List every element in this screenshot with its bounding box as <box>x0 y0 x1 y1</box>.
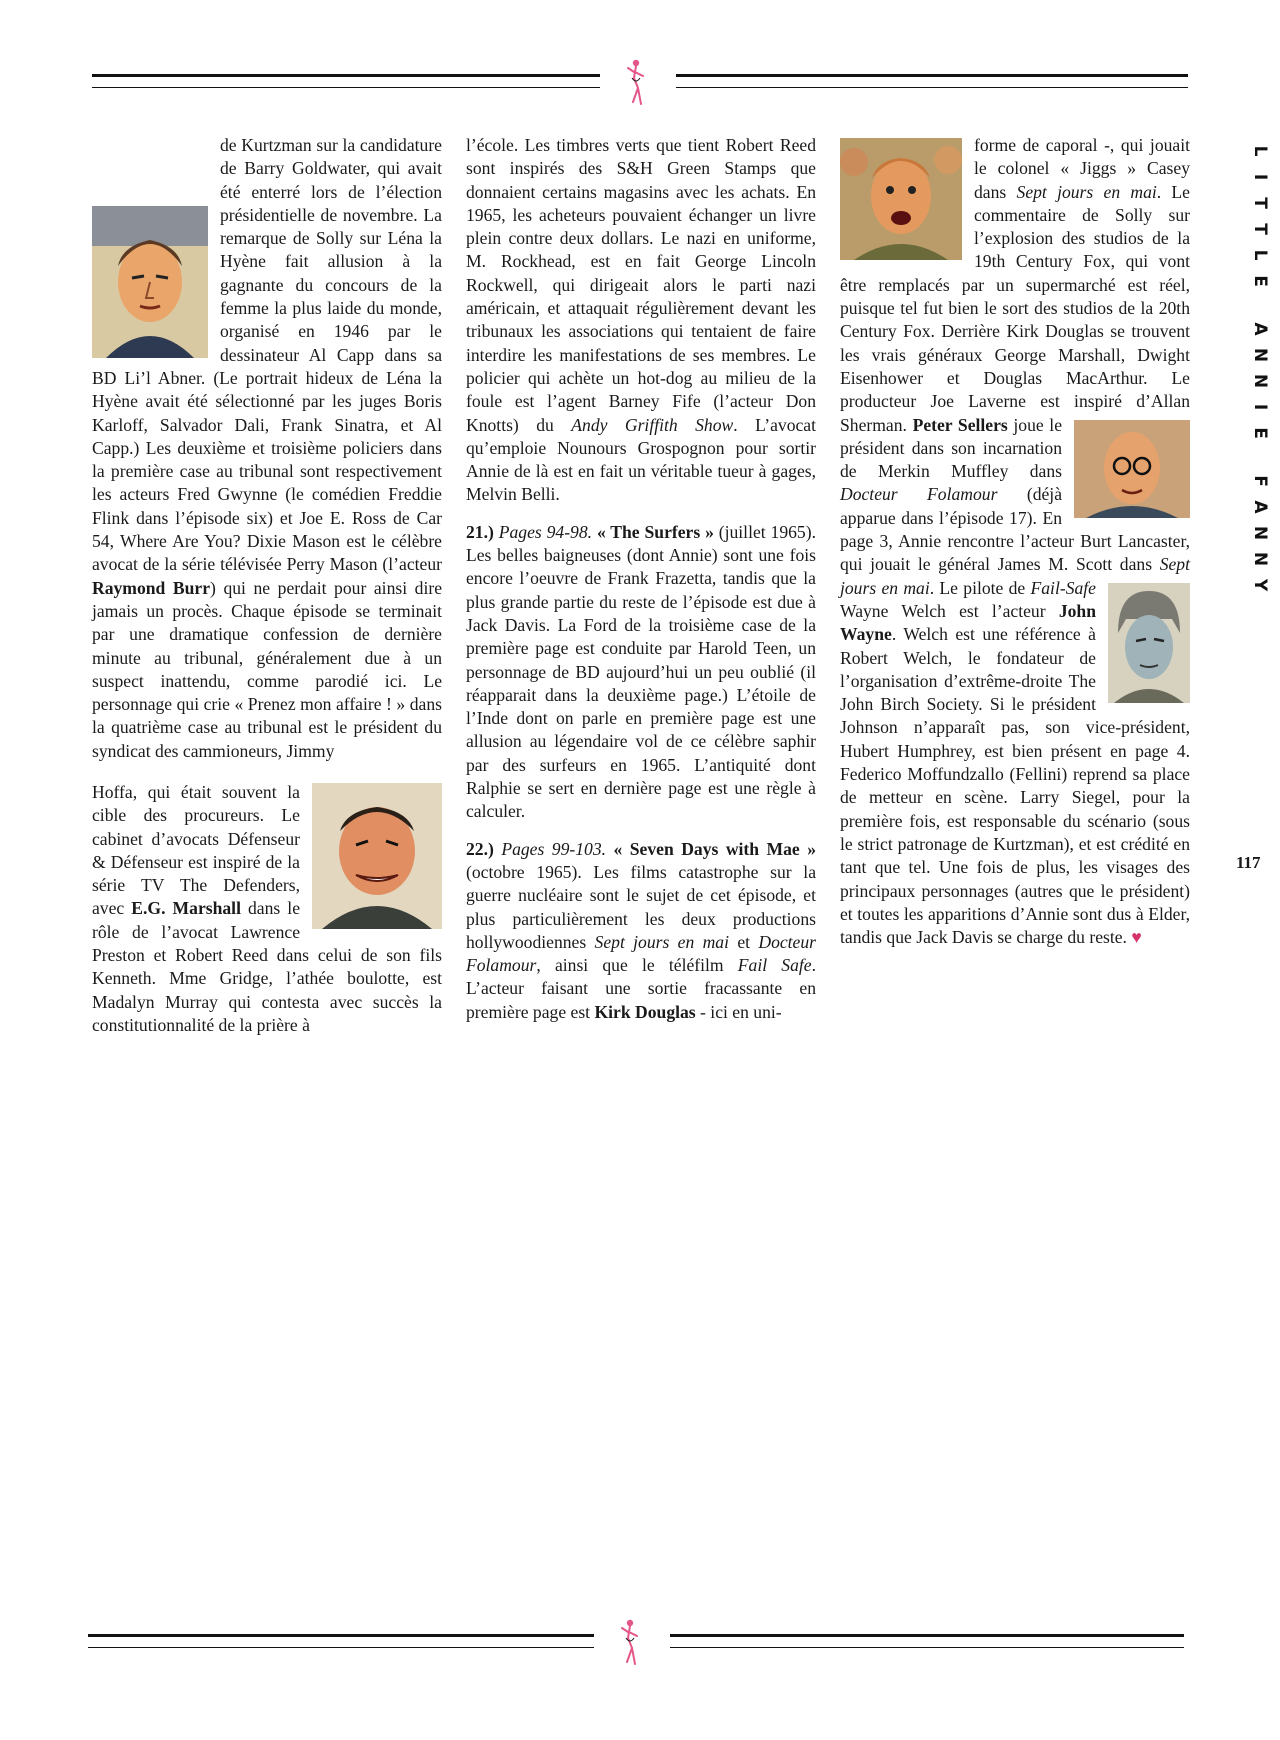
col1-mid: ) qui ne perdait pour ainsi dire jamais un procès. Chaque épisode se terminait par une dramatique confession de dernière minute au tribunal, généralement due à un suspect inattendu, comme parodié ici. Le personnage qui crie « Prenez mon affaire ! » dans la quatrième case au tribunal est le président du syndicat des cammioneurs, Jimmy <box>92 577 443 761</box>
john-wayne-name: John Wayne <box>840 600 1096 645</box>
col3-d: (déjà apparue dans l’épisode 17). En page 3, Annie rencontre l’acteur Burt Lancaster, qui jouait le général James M. Scott dans <box>840 484 1190 575</box>
section-21-number: 21.) <box>466 521 494 542</box>
section-22-e: - ici en uni- <box>695 1001 782 1022</box>
column-2 <box>466 134 816 1024</box>
col3-film-fail-safe: Fail-Safe <box>1030 577 1096 598</box>
col3-film-docteur-folamour: Docteur Folamour <box>840 484 998 505</box>
col1-marshall-pre: Hoffa, qui était souvent la cible des procureurs. Le cabinet d’avocats Défenseur & Défenseur est inspiré de la série TV The Defenders, avec <box>92 782 300 919</box>
col2-p1a: l’école. Les timbres verts que tient Robert Reed sont inspirés des S&H Green Stamps que donnaient certains magasins avec les achats. En 1965, les acheteurs pouvaient échanger un livre plein contre deux dollars. Le nazi en uniforme, M. Rockhead, est en fait George Lincoln Rockwell, qui dirigeait alors le parti nazi américain, et attaquait régulièrement devant les tribunaux les associations qui tentaient de faire interdire les manifestations de ses membres. Le policier qui achète un hot-dog au milieu de la foule est l’agent Barney Fife (l’acteur Don Knotts) du <box>466 135 816 435</box>
section-21-body: (juillet 1965). Les belles baigneuses (dont Annie) sont une fois encore l’oeuvre de Frank Frazetta, tandis que la plus grande partie du reste de l’épisode est due à Jack Davis. La Ford de la troisième case de la première page est conduite par Harold Teen, un personnage de BD aujourd’hui un peu oublié (il réapparait dans la deuxième page.) L’étoile de l’Inde dont on parle en première page est une allusion au légendaire vol de ce célèbre saphir par des surfeurs en 1965. L’antiquité dont Ralphie se sert en dernière page est une règle à calculer. <box>466 521 816 822</box>
portrait-caricature-1 <box>92 206 208 358</box>
dancer-figure-icon-bottom <box>618 1618 642 1675</box>
col2-p1b: . L’avocat qu’emploie Nounours Grospognon pour sortir Annie de là est en fait un véritable tueur à gages, Melvin Belli. <box>466 414 816 505</box>
column-1-end <box>92 781 442 1037</box>
section-22-b: et <box>729 931 759 952</box>
section-21-title: « The Surfers » <box>596 521 714 542</box>
spine-word-2 <box>1240 316 1280 446</box>
spine-letter: T <box>1250 197 1270 209</box>
col2-p1 <box>466 134 816 507</box>
portrait-caricature-john-wayne <box>1108 583 1190 703</box>
spine-word-3 <box>1240 468 1280 598</box>
section-22-number: 22.) <box>466 838 494 859</box>
col3-c: joue le président dans son incarnation de Merkin Muffley dans <box>840 414 1063 482</box>
col1-intro: de Kurtzman sur la candidature de Barry Goldwater, qui avait été enterré lors de l’élection présidentielle de novembre. La remarque de Solly sur Léna la Hyène fait allusion à la gagnante du concours de la femme la plus laide du monde, organisé en 1946 par le dessinateur Al Capp dans sa BD Li’l Abner. (Le portrait hideux de Léna la Hyène avait été sélectionné par les juges Boris Karloff, Salvador Dali, Frank Sinatra, et Al Capp.) Les deuxième et troisième policiers dans la première case au tribunal sont respectivement les acteurs Fred Gwynne (le comédien Freddie Flink dans l’épisode six) et Joe E. Ross de Car 54, Where Are You? Dixie Mason est le célèbre avocat de la série télévisée Perry Mason (l’acteur <box>92 135 442 575</box>
top-rule-right <box>676 74 1188 88</box>
andy-griffith-show-title: Andy Griffith Show <box>571 414 734 435</box>
spine-letter: N <box>1250 525 1270 541</box>
section-22-title: « Seven Days with Mae » <box>613 838 816 859</box>
column-3 <box>840 134 1190 949</box>
col3-g: . Welch est une référence à Robert Welch, le fondateur de l’organisation d’extrême-droite The John Birch Society. Si le président Johnson n’apparaît pas, son vice-président, Hubert Humphrey, est bien présent en page 4. Federico Moffundzallo (Fellini) reprend sa place de metteur en scène. Larry Siegel, pour la première fois, est responsable du scénario (sous le strict patronage de Kurtzman), et est crédité en tant que tel. Une fois de plus, les visages des principaux personnages (autres que le président) et toutes les apparitions d’Annie sont dus à Elder, tandis que Jack Davis se charge du reste. <box>840 624 1190 948</box>
spine-letter: A <box>1250 500 1270 514</box>
portrait-caricature-kirk-douglas <box>840 138 962 260</box>
col3-film-sept-jours: Sept jours en mai <box>1016 181 1157 202</box>
spine-letter: F <box>1250 475 1270 487</box>
section-22-pages: Pages 99-103. <box>501 838 607 859</box>
film-fail-safe: Fail Safe <box>737 955 812 976</box>
col3-f: Wayne Welch est l’acteur <box>840 600 1059 621</box>
raymond-burr-name: Raymond Burr <box>92 577 211 598</box>
section-22-d: . L’acteur faisant une sortie fracassante en première page est <box>466 955 816 1022</box>
col3-film-sept-jours-2: Sept jours en mai <box>840 554 1190 598</box>
section-22-a: (octobre 1965). Les films catastrophe sur la guerre nucléaire sont le sujet de cet épisode, et plus particulièrement les deux productions hollywoodiennes <box>466 861 816 952</box>
spine-letter: E <box>1250 427 1270 439</box>
portrait-caricature-sellers <box>1074 420 1190 518</box>
dancer-figure-icon <box>624 58 648 115</box>
section-21 <box>466 521 816 824</box>
section-22 <box>466 838 816 1024</box>
end-heart-icon: ♥ <box>1131 927 1142 948</box>
spine-letter: E <box>1250 275 1270 287</box>
spine-word-1 <box>1240 138 1280 294</box>
page-number: 117 <box>1236 853 1261 872</box>
spine-letter: N <box>1250 373 1270 389</box>
eg-marshall-name: E.G. Marshall <box>131 898 241 919</box>
spine-letter: T <box>1250 223 1270 235</box>
film-sept-jours-en-mai: Sept jours en mai <box>594 931 729 952</box>
column-1 <box>92 134 442 763</box>
bottom-rule-right <box>670 1634 1184 1648</box>
spine-letter: L <box>1250 249 1270 261</box>
spine-letter: N <box>1250 551 1270 567</box>
peter-sellers-name: Peter Sellers <box>912 414 1008 435</box>
section-22-c: , ainsi que le téléfilm <box>536 955 738 976</box>
col3-b: . Le commentaire de Solly sur l’explosion des studios de la 19th Century Fox, qui vont être remplacés par un supermarché est réel, puisque tel fut bien le sort des studios de la 20th Century Fox. Derrière Kirk Douglas se trouvent les vrais généraux George Marshall, Dwight Eisenhower et Douglas MacArthur. Le producteur Joe Laverne est inspiré d’Allan Sherman. <box>840 181 1190 435</box>
kirk-douglas-name: Kirk Douglas <box>594 1001 696 1022</box>
bottom-rule-left <box>88 1634 594 1648</box>
spine-letter: Y <box>1250 578 1270 592</box>
spine-letter: A <box>1250 322 1270 336</box>
top-rule-left <box>92 74 600 88</box>
col3-a: forme de caporal -, qui jouait le colonel « Jiggs » Casey dans <box>974 135 1190 202</box>
spine-letter: I <box>1250 403 1270 411</box>
spine-title <box>1240 138 1280 620</box>
spine-letter: I <box>1250 173 1270 181</box>
portrait-caricature-hoffa <box>312 783 442 929</box>
spine-letter: L <box>1250 145 1270 157</box>
section-21-pages: Pages 94-98. <box>498 521 593 542</box>
film-docteur-folamour: Docteur Folamour <box>466 931 817 976</box>
col3-e: . Le pilote de <box>929 577 1031 598</box>
spine-letter: N <box>1250 347 1270 363</box>
col1-end-text: dans le rôle de l’avocat Lawrence Preston et Robert Reed dans celui de son fils Kenneth. Mme Gridge, l’athée boulotte, est Madalyn Murray qui contesta avec succès la constitutionnalité de la prière à <box>92 898 442 1035</box>
